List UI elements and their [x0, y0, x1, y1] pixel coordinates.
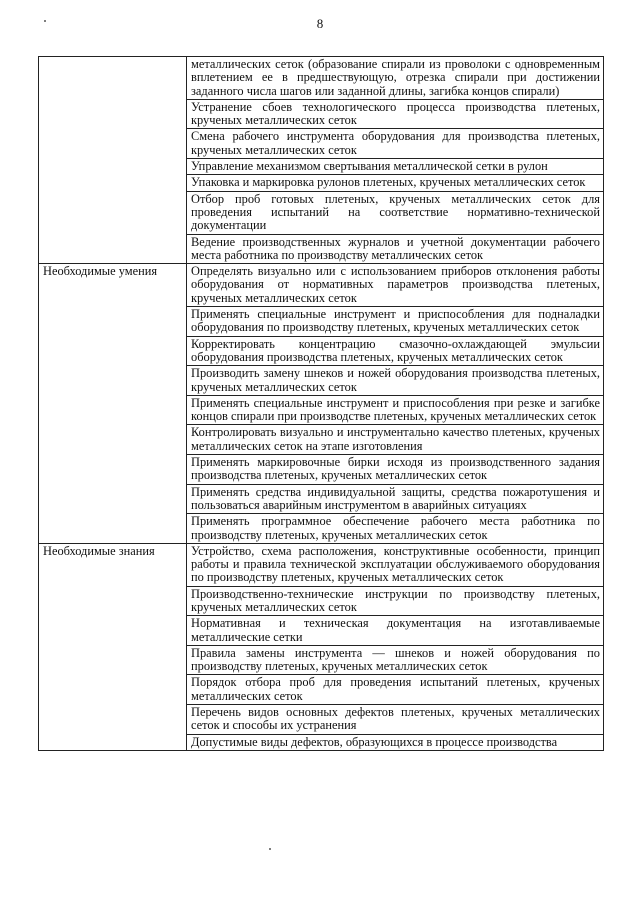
competency-table: [38, 56, 604, 751]
requirement-item: Устранение сбоев технологического процесса производства плетеных, крученых металлических сеток: [187, 99, 604, 129]
requirement-item: Ведение производственных журналов и учетной документации рабочего места работника по производству металлических сеток: [187, 234, 604, 264]
requirement-item: Контролировать визуально и инструментально качество плетеных, крученых металлических сеток на этапе изготовления: [187, 425, 604, 455]
requirement-item: Применять программное обеспечение рабочего места работника по производству плетеных, крученых металлических сеток: [187, 514, 604, 544]
requirement-item: Применять маркировочные бирки исходя из производственного задания производства плетеных, крученых металлических сеток: [187, 455, 604, 485]
requirement-item: Корректировать концентрацию смазочно-охлаждающей эмульсии оборудования производства плетеных, крученых металлических сеток: [187, 336, 604, 366]
table-row: [39, 57, 604, 100]
requirement-item: Допустимые виды дефектов, образующихся в процессе производства: [187, 734, 604, 750]
requirement-item: Применять специальные инструмент и приспособления при резке и загибке концов спирали при производстве плетеных, крученых металлических сеток: [187, 395, 604, 425]
requirement-item: Управление механизмом свертывания металлической сетки в рулон: [187, 159, 604, 175]
page-number: 8: [316, 16, 324, 31]
requirement-item: Применять средства индивидуальной защиты, средства пожаротушения и пользоваться аварийным инструментом в аварийных ситуациях: [187, 484, 604, 514]
requirement-item: Правила замены инструмента — шнеков и ножей оборудования по производству плетеных, крученых металлических сеток: [187, 645, 604, 675]
requirement-item: металлических сеток (образование спирали из проволоки с одновременным вплетением ее в предшествующую, отрезка спирали при достижении заданного числа шагов или заданной длины, загибка концов спирали): [187, 57, 604, 100]
section-label: Необходимые знания: [39, 543, 187, 750]
requirement-item: Устройство, схема расположения, конструктивные особенности, принцип работы и правила технической эксплуатации обслуживаемого оборудования по производству плетеных, крученых металлических сеток: [187, 543, 604, 586]
requirement-item: Нормативная и техническая документация на изготавливаемые металлические сетки: [187, 616, 604, 646]
table-row: [39, 543, 604, 586]
requirement-item: Применять специальные инструмент и приспособления для подналадки оборудования по производству плетеных, крученых металлических сеток: [187, 307, 604, 337]
section-label: [39, 57, 187, 264]
scan-speck: [44, 20, 46, 22]
section-label: Необходимые умения: [39, 264, 187, 544]
table-row: [39, 264, 604, 307]
requirement-item: Порядок отбора проб для проведения испытаний плетеных, крученых металлических сеток: [187, 675, 604, 705]
requirement-item: Отбор проб готовых плетеных, крученых металлических сеток для проведения испытаний на соответствие нормативно-технической документации: [187, 191, 604, 234]
requirement-item: Производить замену шнеков и ножей оборудования производства плетеных, крученых металлических сеток: [187, 366, 604, 396]
scan-speck: [269, 848, 271, 850]
requirement-item: Производственно-технические инструкции по производству плетеных, крученых металлических сеток: [187, 586, 604, 616]
requirement-item: Смена рабочего инструмента оборудования для производства плетеных, крученых металлических сеток: [187, 129, 604, 159]
requirement-item: Перечень видов основных дефектов плетеных, крученых металлических сеток и способы их устранения: [187, 705, 604, 735]
requirement-item: Упаковка и маркировка рулонов плетеных, крученых металлических сеток: [187, 175, 604, 191]
requirement-item: Определять визуально или с использованием приборов отклонения работы оборудования от нормативных параметров производства плетеных, крученых металлических сеток: [187, 264, 604, 307]
